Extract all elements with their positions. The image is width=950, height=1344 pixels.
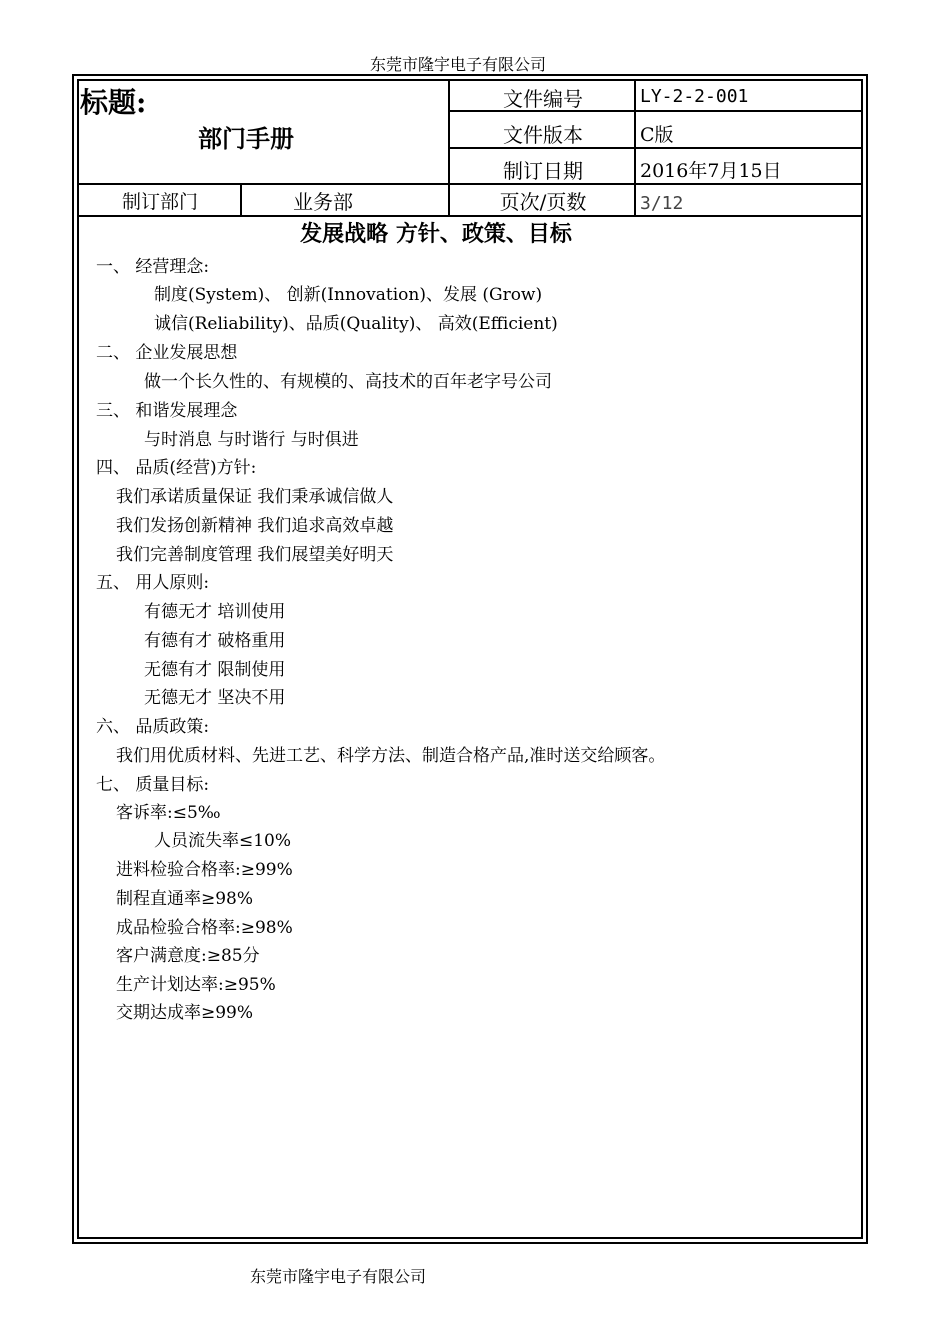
section-heading: 发展战略 方针、政策、目标 [300, 221, 572, 247]
grid-line [448, 79, 450, 216]
list-item: 做一个长久性的、有规模的、高技术的百年老字号公司 [144, 372, 552, 392]
page-value: 3/12 [640, 193, 684, 214]
list-item: 与时消息 与时谐行 与时俱进 [144, 430, 359, 450]
list-item: 客诉率:≤5‰ [116, 803, 221, 823]
company-name-top: 东莞市隆宇电子有限公司 [369, 55, 546, 74]
doc-number-value: LY-2-2-001 [640, 86, 749, 107]
list-item: 我们承诺质量保证 我们秉承诚信做人 [116, 487, 394, 507]
list-item: 制程直通率≥98% [116, 889, 254, 909]
list-item: 有德有才 破格重用 [144, 631, 286, 651]
grid-line [240, 183, 242, 216]
list-item: 三、 和谐发展理念 [96, 401, 238, 421]
list-item: 有德无才 培训使用 [144, 602, 286, 622]
list-item: 生产计划达率:≥95% [116, 975, 276, 995]
grid-line [634, 79, 636, 216]
list-item: 诚信(Reliability)、品质(Quality)、 高效(Efficient) [154, 314, 558, 334]
doc-number-label: 文件编号 [503, 87, 583, 111]
list-item: 客户满意度:≥85分 [116, 946, 260, 966]
version-value: C版 [640, 124, 674, 146]
list-item: 进料检验合格率:≥99% [116, 860, 293, 880]
list-item: 我们发扬创新精神 我们追求高效卓越 [116, 516, 394, 536]
list-item: 一、 经营理念: [96, 257, 210, 277]
list-item: 七、 质量目标: [96, 775, 210, 795]
list-item: 二、 企业发展思想 [96, 343, 238, 363]
document-name: 部门手册 [198, 124, 294, 153]
list-item: 六、 品质政策: [96, 717, 210, 737]
date-label: 制订日期 [503, 159, 583, 183]
page-label: 页次/页数 [499, 190, 587, 214]
date-value: 2016年7月15日 [640, 160, 782, 182]
dept-label: 制订部门 [121, 191, 198, 213]
list-item: 制度(System)、 创新(Innovation)、发展 (Grow) [154, 285, 543, 305]
list-item: 五、 用人原则: [96, 573, 210, 593]
list-item: 成品检验合格率:≥98% [116, 918, 293, 938]
dept-value: 业务部 [293, 190, 353, 214]
list-item: 交期达成率≥99% [116, 1003, 254, 1023]
list-item: 人员流失率≤10% [154, 831, 292, 851]
version-label: 文件版本 [503, 123, 583, 147]
grid-line [77, 215, 863, 217]
list-item: 我们完善制度管理 我们展望美好明天 [116, 545, 394, 565]
company-name-bottom: 东莞市隆宇电子有限公司 [250, 1267, 427, 1286]
list-item: 四、 品质(经营)方针: [96, 458, 257, 478]
list-item: 我们用优质材料、先进工艺、科学方法、制造合格产品,准时送交给顾客。 [116, 746, 666, 766]
list-item: 无德有才 限制使用 [144, 660, 286, 680]
list-item: 无德无才 坚决不用 [144, 688, 286, 708]
title-label: 标题: [80, 86, 147, 119]
